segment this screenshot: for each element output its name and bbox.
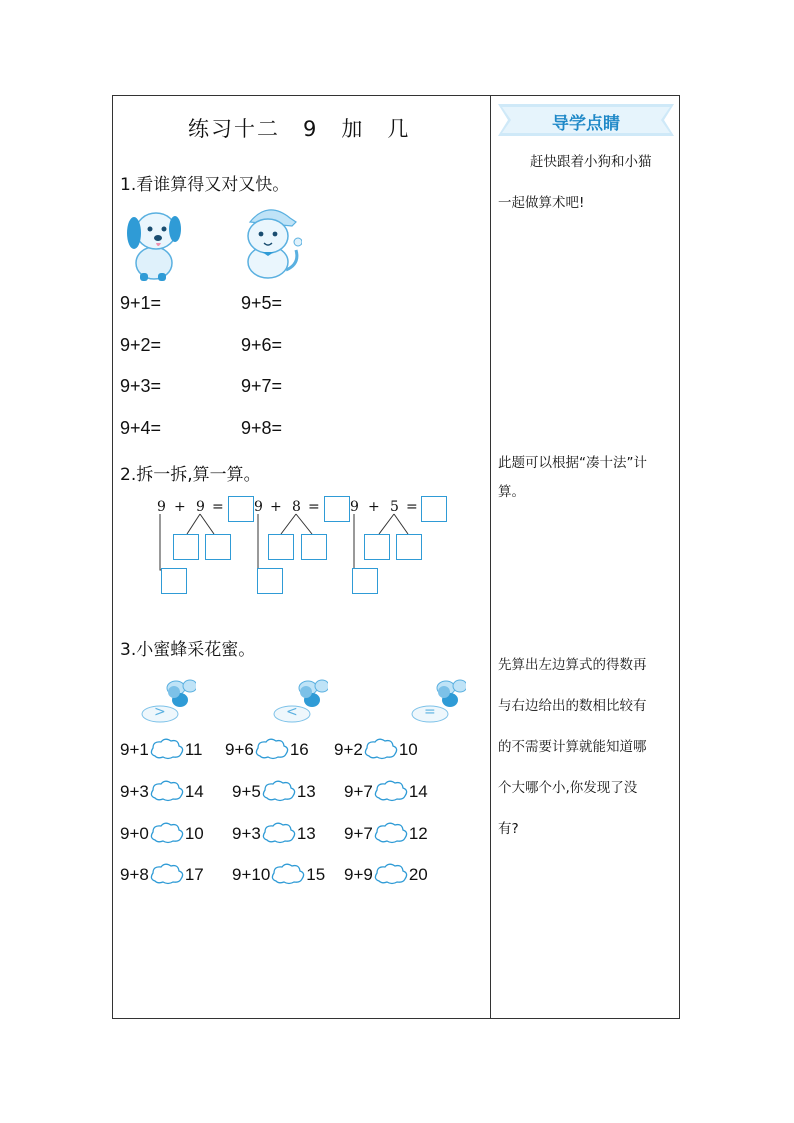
cloud-answer-icon[interactable] <box>261 822 297 844</box>
compare-row3-item1 <box>120 822 204 844</box>
sidebar-note-3-line-3: 的不需要计算就能知道哪 <box>498 739 647 755</box>
equation-9-plus-7: 9+7= <box>241 376 283 396</box>
page-title: 练习十二 9 加 几 <box>188 117 411 141</box>
compare-left-expr: 9+8 <box>120 865 149 884</box>
equation-9-plus-4: 9+4= <box>120 418 162 438</box>
compare-right-number: 15 <box>306 865 326 884</box>
cloud-answer-icon[interactable] <box>373 822 409 844</box>
kitten-illustration <box>236 200 302 282</box>
cloud-answer-icon[interactable] <box>373 863 409 885</box>
compare-left-expr: 9+9 <box>344 865 373 884</box>
compare-row3-item3 <box>344 822 428 844</box>
guide-banner-label: 导学点睛 <box>552 114 620 134</box>
sidebar-note-3-line-5: 有? <box>498 821 519 837</box>
decompose-1-addend-b: 9 <box>196 499 205 515</box>
cloud-answer-icon[interactable] <box>373 780 409 802</box>
equation-9-plus-8: 9+8= <box>241 418 283 438</box>
cloud-answer-icon[interactable] <box>270 863 306 885</box>
answer-box-2-split-b[interactable] <box>301 534 327 560</box>
equation-9-plus-1: 9+1= <box>120 293 162 313</box>
bee-sign-less: < <box>286 704 298 720</box>
equation-9-plus-5: 9+5= <box>241 293 283 313</box>
decompose-problem-1 <box>150 494 250 604</box>
decompose-problem-3 <box>342 494 447 604</box>
cloud-answer-icon[interactable] <box>261 780 297 802</box>
decompose-3-addend-b: 5 <box>390 499 399 515</box>
decompose-3-addend-a: 9 <box>350 499 359 515</box>
equation-9-plus-3: 9+3= <box>120 376 162 396</box>
answer-box-2-split-a[interactable] <box>268 534 294 560</box>
equation-9-plus-6: 9+6= <box>241 335 283 355</box>
compare-right-number: 16 <box>289 740 309 759</box>
compare-left-expr: 9+3 <box>120 782 149 801</box>
sidebar-note-2-line-1: 此题可以根据“凑十法”计 <box>498 455 647 471</box>
compare-row2-item3 <box>344 780 428 802</box>
decompose-2-addend-b: 8 <box>292 499 301 515</box>
bee-greater <box>140 670 196 724</box>
compare-left-expr: 9+5 <box>232 782 261 801</box>
compare-right-number: 13 <box>296 782 316 801</box>
column-divider <box>490 95 491 1019</box>
compare-left-expr: 9+7 <box>344 824 373 843</box>
compare-row1-item2 <box>225 738 309 760</box>
cloud-answer-icon[interactable] <box>363 738 399 760</box>
compare-row1-item1 <box>120 738 203 760</box>
answer-box-3-split-a[interactable] <box>364 534 390 560</box>
compare-left-expr: 9+3 <box>232 824 261 843</box>
bee-icon <box>410 670 466 724</box>
answer-box-2-ten[interactable] <box>257 568 283 594</box>
bee-sign-equal: = <box>424 704 436 720</box>
compare-left-expr: 9+6 <box>225 740 254 759</box>
decompose-1-plus: + <box>174 499 186 515</box>
bee-sign-greater: > <box>154 704 166 720</box>
compare-left-expr: 9+1 <box>120 740 149 759</box>
section-3-heading: 3.小蜜蜂采花蜜。 <box>120 640 256 660</box>
sidebar-note-2-line-2: 算。 <box>498 484 525 500</box>
bee-icon <box>272 670 328 724</box>
compare-left-expr: 9+2 <box>334 740 363 759</box>
decompose-3-plus: + <box>368 499 380 515</box>
compare-right-number: 13 <box>296 824 316 843</box>
compare-right-number: 20 <box>408 865 428 884</box>
answer-box-1-split-a[interactable] <box>173 534 199 560</box>
decompose-problem-2 <box>246 494 346 604</box>
compare-right-number: 12 <box>408 824 428 843</box>
bee-equal <box>410 670 466 724</box>
compare-right-number: 14 <box>408 782 428 801</box>
compare-left-expr: 9+7 <box>344 782 373 801</box>
decompose-2-plus: + <box>270 499 282 515</box>
equation-9-plus-2: 9+2= <box>120 335 162 355</box>
cloud-answer-icon[interactable] <box>149 738 185 760</box>
compare-right-number: 10 <box>398 740 418 759</box>
compare-right-number: 11 <box>184 740 203 759</box>
answer-box-3-sum[interactable] <box>421 496 447 522</box>
puppy-illustration <box>120 203 186 283</box>
compare-left-expr: 9+10 <box>232 865 271 884</box>
decompose-2-equals: = <box>308 499 320 515</box>
compare-row3-item2 <box>232 822 316 844</box>
compare-row2-item1 <box>120 780 204 802</box>
sidebar-note-3-line-4: 个大哪个小,你发现了没 <box>498 780 638 796</box>
decompose-1-equals: = <box>212 499 224 515</box>
compare-row4-item2 <box>232 863 325 885</box>
compare-right-number: 14 <box>184 782 204 801</box>
compare-right-number: 17 <box>184 865 204 884</box>
answer-box-3-split-b[interactable] <box>396 534 422 560</box>
compare-left-expr: 9+0 <box>120 824 149 843</box>
compare-row4-item3 <box>344 863 428 885</box>
compare-right-number: 10 <box>184 824 204 843</box>
compare-row4-item1 <box>120 863 204 885</box>
compare-row2-item2 <box>232 780 316 802</box>
bee-icon <box>140 670 196 724</box>
decompose-2-addend-a: 9 <box>254 499 263 515</box>
sidebar-note-1-line-1: 赶快跟着小狗和小猫 <box>530 154 652 170</box>
cloud-answer-icon[interactable] <box>149 822 185 844</box>
answer-box-3-ten[interactable] <box>352 568 378 594</box>
sidebar-note-3-line-2: 与右边给出的数相比较有 <box>498 698 647 714</box>
section-2-heading: 2.拆一拆,算一算。 <box>120 465 261 485</box>
section-1-heading: 1.看谁算得又对又快。 <box>120 175 290 195</box>
sidebar-note-3-line-1: 先算出左边算式的得数再 <box>498 657 647 673</box>
sidebar-note-1-line-2: 一起做算术吧! <box>498 195 585 211</box>
decompose-3-equals: = <box>406 499 418 515</box>
decompose-1-addend-a: 9 <box>157 499 166 515</box>
answer-box-1-ten[interactable] <box>161 568 187 594</box>
cloud-answer-icon[interactable] <box>149 780 185 802</box>
bee-less <box>272 670 328 724</box>
cloud-answer-icon[interactable] <box>149 863 185 885</box>
answer-box-1-split-b[interactable] <box>205 534 231 560</box>
compare-row1-item3 <box>334 738 418 760</box>
cloud-answer-icon[interactable] <box>254 738 290 760</box>
